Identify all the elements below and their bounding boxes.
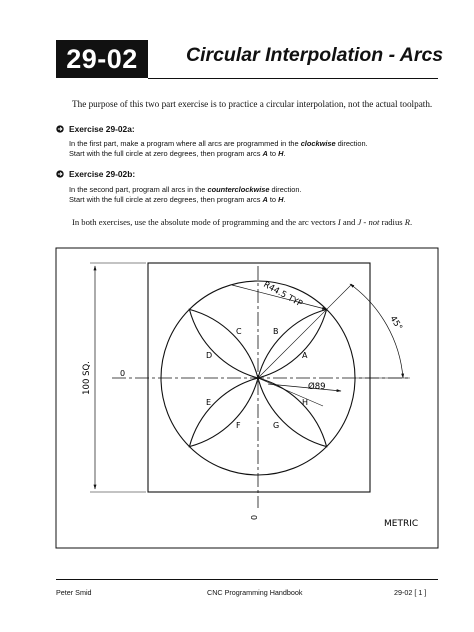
radius-label: R44.5 TYP (261, 279, 305, 310)
exercise-a-line-2: Start with the full circle at zero degrees, then program arcs A to H. (69, 148, 286, 158)
arc-label-g: G (273, 421, 280, 430)
intro-paragraph: The purpose of this two part exercise is to practice a circular interpolation, not the actual toolpath. (72, 99, 433, 109)
drawing-border (56, 248, 438, 548)
chapter-number-badge: 29-02 (56, 40, 148, 78)
petal-upper-left (189, 309, 258, 378)
zero-y-label: 0 (250, 514, 259, 520)
arc-label-e: E (206, 398, 212, 407)
exercise-b-line-1: In the second part, program all arcs in the counterclockwise direction. (69, 185, 302, 194)
footer-book-title: CNC Programming Handbook (207, 588, 303, 597)
radius-leader (258, 309, 327, 378)
exercise-b-line-2: Start with the full circle at zero degrees, then program arcs A to H. (69, 194, 286, 204)
instructions-note: In both exercises, use the absolute mode of programming and the arc vectors I and J - not radius R. (72, 217, 413, 227)
units-label: METRIC (384, 519, 419, 529)
arc-label-f: F (236, 421, 241, 430)
footer-rule (56, 579, 438, 580)
exercise-a-title: Exercise 29-02a: (69, 124, 135, 134)
diameter-arrow (268, 384, 341, 391)
diameter-label: Ø89 (308, 382, 326, 392)
angle-label: 45° (387, 314, 404, 333)
page-title: Circular Interpolation - Arcs (186, 44, 444, 66)
arc-label-h: H (302, 398, 309, 407)
footer-page-number: 29-02 [ 1 ] (394, 588, 427, 597)
exercise-b-title: Exercise 29-02b: (69, 169, 136, 179)
footer-author: Peter Smid (56, 588, 92, 597)
exercise-a-line-1: In the first part, make a program where all arcs are programmed in the clockwise direction. (69, 139, 368, 148)
arc-label-a: A (302, 351, 308, 360)
size-label: 100 SQ. (82, 361, 92, 395)
arc-label-d: D (206, 351, 213, 360)
arc-label-c: C (236, 327, 242, 336)
petal-lower-left (189, 378, 258, 447)
arc-label-b: B (273, 327, 279, 336)
zero-x-label: 0 (120, 369, 126, 378)
angle-extension (327, 284, 352, 309)
